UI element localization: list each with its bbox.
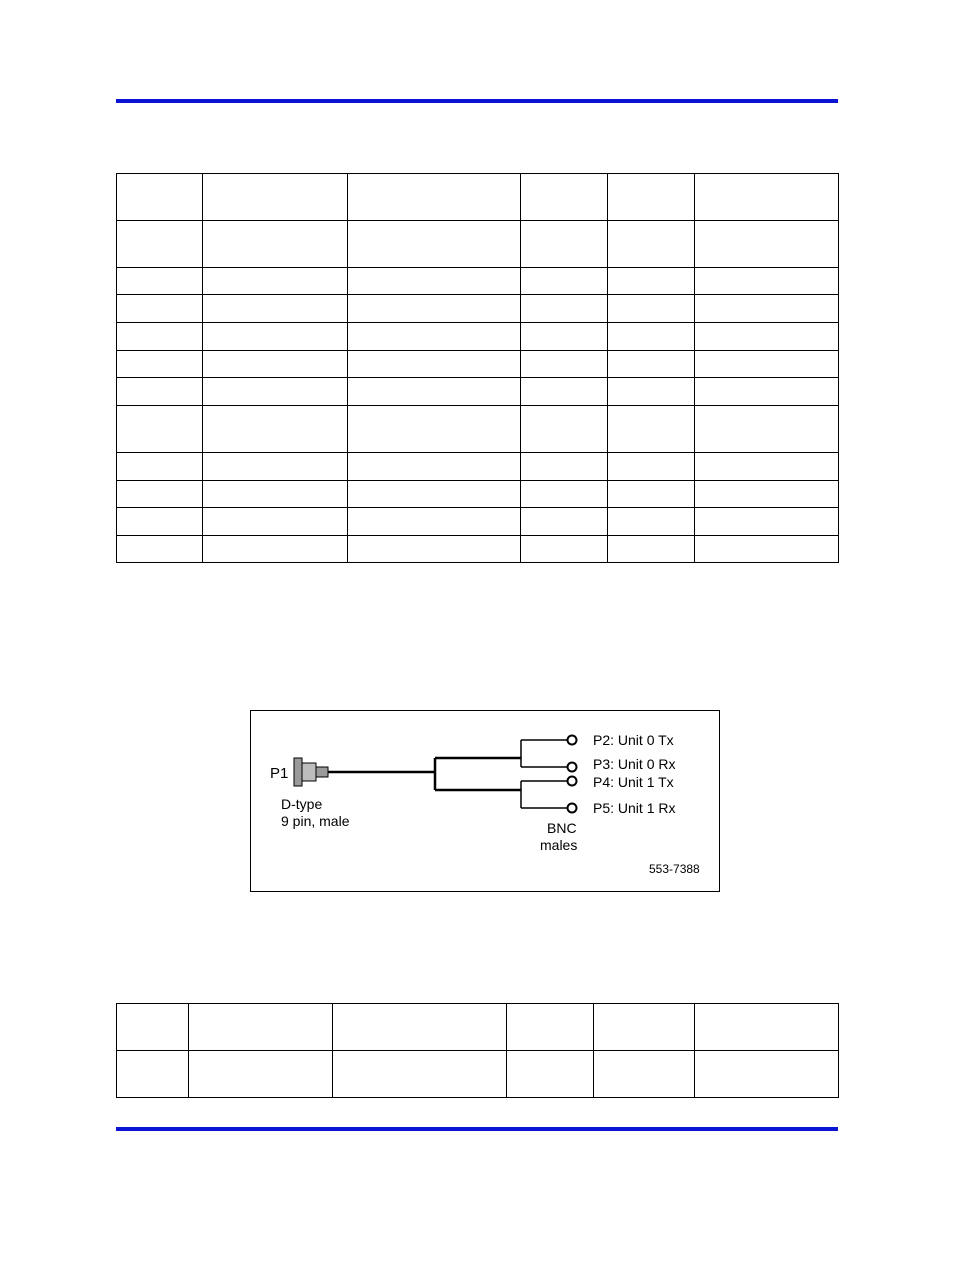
cable-branch-unit0 — [521, 740, 567, 767]
table-cell — [695, 406, 839, 453]
table-cell — [117, 268, 203, 295]
figure-id: 553-7388 — [649, 862, 700, 876]
table-cell — [348, 268, 521, 295]
table-row — [117, 174, 839, 221]
table-cell — [203, 378, 348, 406]
table-cell — [521, 221, 608, 268]
table-row — [117, 1051, 839, 1098]
table-row — [117, 1004, 839, 1051]
table-cell — [117, 453, 203, 481]
table-cell — [695, 481, 839, 508]
table-1 — [116, 173, 839, 563]
table-row — [117, 453, 839, 481]
table-cell — [203, 508, 348, 536]
table-cell — [117, 481, 203, 508]
table-cell — [203, 221, 348, 268]
table-cell — [608, 378, 695, 406]
label-p2: P2: Unit 0 Tx — [593, 732, 674, 748]
bnc-p2-icon — [568, 736, 577, 745]
table-cell — [594, 1051, 695, 1098]
table-cell — [608, 536, 695, 563]
table-row — [117, 221, 839, 268]
connector-spec: 9 pin, male — [281, 813, 350, 829]
table-cell — [521, 481, 608, 508]
table-cell — [117, 174, 203, 221]
d-type-connector-icon — [294, 758, 328, 786]
table-cell — [203, 481, 348, 508]
table-cell — [521, 295, 608, 323]
table-cell — [608, 174, 695, 221]
table-cell — [348, 351, 521, 378]
table-cell — [521, 508, 608, 536]
table-cell — [608, 453, 695, 481]
table-cell — [348, 481, 521, 508]
table-cell — [203, 406, 348, 453]
table-cell — [117, 295, 203, 323]
table-cell — [594, 1004, 695, 1051]
bnc-p4-icon — [568, 777, 577, 786]
table-cell — [117, 323, 203, 351]
table-cell — [203, 323, 348, 351]
table-cell — [521, 174, 608, 221]
table-cell — [521, 323, 608, 351]
header-rule — [116, 99, 838, 103]
table-row — [117, 295, 839, 323]
table-cell — [203, 453, 348, 481]
table-cell — [189, 1004, 333, 1051]
table-cell — [608, 481, 695, 508]
cable-branch-unit1 — [521, 781, 567, 808]
cable-split — [435, 758, 521, 790]
table-cell — [203, 536, 348, 563]
table-cell — [695, 453, 839, 481]
table-cell — [521, 268, 608, 295]
label-p4: P4: Unit 1 Tx — [593, 774, 674, 790]
connector-type: D-type — [281, 796, 323, 812]
table-cell — [695, 221, 839, 268]
table-cell — [695, 351, 839, 378]
table-row — [117, 481, 839, 508]
table-cell — [117, 536, 203, 563]
table-cell — [348, 508, 521, 536]
label-p5: P5: Unit 1 Rx — [593, 800, 676, 816]
table-cell — [348, 295, 521, 323]
table-cell — [608, 406, 695, 453]
table-row — [117, 323, 839, 351]
table-cell — [695, 1051, 839, 1098]
table-cell — [117, 508, 203, 536]
table-cell — [117, 378, 203, 406]
table-cell — [608, 295, 695, 323]
table-row — [117, 406, 839, 453]
table-cell — [348, 536, 521, 563]
bnc-label-2: males — [540, 837, 578, 853]
footer-rule — [116, 1127, 838, 1131]
table-cell — [348, 174, 521, 221]
table-cell — [695, 536, 839, 563]
table-cell — [695, 508, 839, 536]
table-cell — [521, 351, 608, 378]
table-cell — [521, 453, 608, 481]
label-p3: P3: Unit 0 Rx — [593, 756, 676, 772]
table-cell — [695, 268, 839, 295]
table-cell — [189, 1051, 333, 1098]
table-cell — [695, 1004, 839, 1051]
table-cell — [507, 1004, 594, 1051]
cable-diagram — [250, 710, 720, 892]
table-cell — [695, 323, 839, 351]
table-cell — [608, 323, 695, 351]
bnc-p3-icon — [568, 763, 577, 772]
table-cell — [348, 453, 521, 481]
table-cell — [608, 351, 695, 378]
table-cell — [608, 221, 695, 268]
table-cell — [117, 351, 203, 378]
table-cell — [348, 323, 521, 351]
table-row — [117, 536, 839, 563]
table-cell — [521, 406, 608, 453]
table-cell — [695, 378, 839, 406]
table-cell — [348, 221, 521, 268]
table-cell — [608, 268, 695, 295]
table-cell — [203, 268, 348, 295]
connector-label: P1 — [270, 765, 289, 782]
table-cell — [521, 536, 608, 563]
table-row — [117, 508, 839, 536]
table-cell — [521, 378, 608, 406]
table-cell — [348, 406, 521, 453]
table-cell — [333, 1004, 507, 1051]
table-cell — [203, 351, 348, 378]
table-cell — [117, 1004, 189, 1051]
table-row — [117, 351, 839, 378]
table-cell — [608, 508, 695, 536]
table-row — [117, 378, 839, 406]
table-2 — [116, 1003, 839, 1098]
cable-diagram-svg — [251, 711, 721, 893]
table-cell — [203, 295, 348, 323]
table-row — [117, 268, 839, 295]
table-cell — [117, 406, 203, 453]
table-cell — [695, 295, 839, 323]
table-cell — [348, 378, 521, 406]
table-cell — [203, 174, 348, 221]
table-cell — [117, 1051, 189, 1098]
table-cell — [117, 221, 203, 268]
bnc-p5-icon — [568, 804, 577, 813]
table-cell — [333, 1051, 507, 1098]
table-cell — [507, 1051, 594, 1098]
table-cell — [695, 174, 839, 221]
bnc-label: BNC — [547, 820, 577, 836]
